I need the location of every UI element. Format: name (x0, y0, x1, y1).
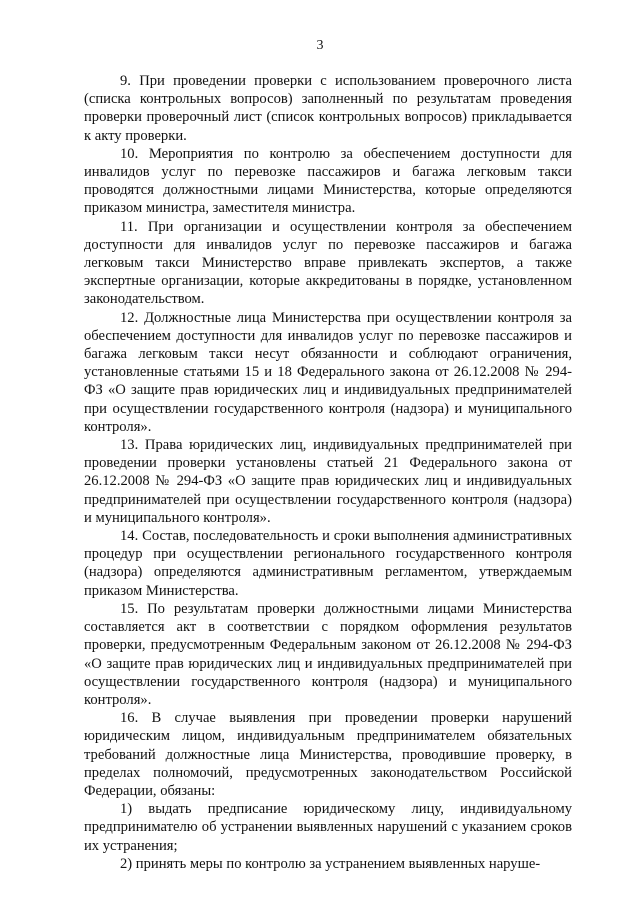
page-number: 3 (316, 38, 324, 53)
paragraph-14: 14. Состав, последовательность и сроки выполнения административных процедур при осуществлении регионального государственного контроля (надзора) определяются административным регламентом, утверждаемым приказом Министерства. (84, 528, 572, 599)
list-item-2: 2) принять меры по контролю за устранением выявленных наруше- (120, 855, 541, 872)
paragraph-11: 11. При организации и осуществлении контроля за обеспечением доступности для инвалидов услуг по перевозке пассажиров и багажа легковым такси Министерство вправе привлекать экспертов, а также экспертные организации, которые аккредитованы в порядке, установленном законодательством. (84, 218, 572, 308)
paragraph-10: 10. Мероприятия по контролю за обеспечением доступности для инвалидов услуг по перевозке пассажиров и багажа легковым такси проводятся должностными лицами Министерства, которые определяются приказом министра, заместителя министра. (84, 145, 572, 217)
paragraph-13: 13. Права юридических лиц, индивидуальных предпринимателей при проведении проверки установлены статьей 21 Федерального закона от 26.12.2008 № 294-ФЗ «О защите прав юридических лиц и индивидуальных предпринимателей при осуществлении государственного контроля (надзора) и муниципального контроля». (84, 437, 572, 526)
paragraph-12: 12. Должностные лица Министерства при осуществлении контроля за обеспечением доступности для инвалидов услуг по перевозке пассажиров и багажа легковым такси несут обязанности и соблюдают ограничения, установленные статьями 15 и 18 Федерального закона от 26.12.2008 № 294-ФЗ «О защите прав юридических лиц и индивидуальных предпринимателей при осуществлении государственного контроля (надзора) и муниципального контроля». (84, 309, 572, 435)
paragraph-9: 9. При проведении проверки с использованием проверочного листа (списка контрольных вопросов) заполненный по результатам проведения проверки проверочный лист (список контрольных вопросов) прикладывается к акту проверки. (84, 73, 572, 144)
paragraph-16: 16. В случае выявления при проведении проверки нарушений юридическим лицом, индивидуальным предпринимателем обязательных требований должностные лица Министерства, проводившие проверку, в пределах полномочий, предусмотренных законодательством Российской Федерации, обязаны: (84, 710, 572, 799)
list-item-1: 1) выдать предписание юридическому лицу, индивидуальному предпринимателю об устранении выявленных нарушений с указанием сроков их устранения; (84, 801, 572, 854)
paragraph-15: 15. По результатам проверки должностными лицами Министерства составляется акт в соответствии с порядком оформления результатов проверки, предусмотренным Федеральным законом от 26.12.2008 № 294-ФЗ «О защите прав юридических лиц и индивидуальных предпринимателей при осуществлении государственного контроля (надзора) и муниципального контроля». (84, 600, 572, 708)
document-body (84, 72, 572, 873)
